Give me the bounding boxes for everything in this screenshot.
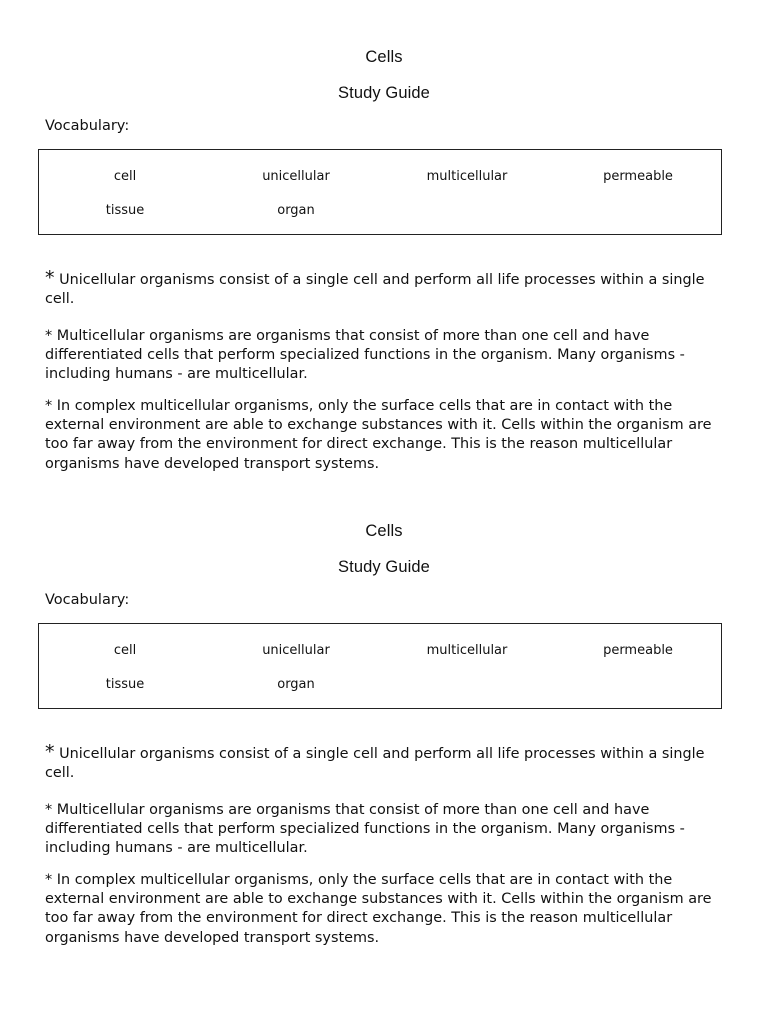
paragraph-text: Multicellular organisms are organisms that consist of more than one cell and have differentiated cells that perform specialized functions in the organism. Many organisms - including humans - are multicellular.	[45, 802, 685, 857]
bullet-asterisk: *	[45, 398, 53, 414]
paragraph-text: Unicellular organisms consist of a single cell and perform all life processes within a single cell.	[45, 272, 705, 308]
vocab-word-organ: organ	[277, 203, 315, 218]
vocabulary-box	[38, 623, 722, 709]
vocabulary-heading: Vocabulary:	[45, 592, 130, 608]
paragraph-text: In complex multicellular organisms, only the surface cells that are in contact with the external environment are able to exchange substances with it. Cells within the organism are too far away from the environment for direct exchange. This is the reason multicellular organisms have developed transport systems.	[45, 872, 712, 946]
vocab-word-permeable: permeable	[603, 169, 673, 184]
guide-title: Cells	[365, 48, 403, 66]
bullet-asterisk: *	[45, 328, 53, 344]
paragraph-multicellular	[45, 801, 721, 859]
vocab-word-cell: cell	[113, 169, 137, 184]
study-guide-1	[0, 0, 768, 475]
vocab-word-multicellular: multicellular	[426, 169, 508, 184]
vocab-word-tissue: tissue	[105, 203, 145, 218]
vocabulary-heading: Vocabulary:	[45, 118, 130, 134]
paragraph-transport-systems	[45, 871, 721, 948]
bullet-asterisk: *	[45, 741, 55, 763]
paragraph-unicellular	[45, 267, 721, 309]
paragraph-transport-systems	[45, 397, 721, 474]
vocab-word-unicellular: unicellular	[262, 169, 330, 184]
vocab-word-unicellular: unicellular	[262, 643, 330, 658]
paragraph-unicellular	[45, 741, 721, 783]
paragraph-multicellular	[45, 327, 721, 385]
paragraph-text: In complex multicellular organisms, only the surface cells that are in contact with the external environment are able to exchange substances with it. Cells within the organism are too far away from the environment for direct exchange. This is the reason multicellular organisms have developed transport systems.	[45, 398, 712, 472]
vocab-word-permeable: permeable	[603, 643, 673, 658]
vocabulary-box	[38, 149, 722, 235]
paragraph-text: Unicellular organisms consist of a single cell and perform all life processes within a single cell.	[45, 746, 705, 782]
vocab-word-organ: organ	[277, 677, 315, 692]
bullet-asterisk: *	[45, 872, 53, 888]
guide-subtitle: Study Guide	[338, 558, 430, 576]
guide-title: Cells	[365, 522, 403, 540]
vocab-word-tissue: tissue	[105, 677, 145, 692]
vocab-word-cell: cell	[113, 643, 137, 658]
paragraph-text: Multicellular organisms are organisms that consist of more than one cell and have differentiated cells that perform specialized functions in the organism. Many organisms - including humans - are multicellular.	[45, 328, 685, 383]
bullet-asterisk: *	[45, 802, 53, 818]
guide-subtitle: Study Guide	[338, 84, 430, 102]
bullet-asterisk: *	[45, 267, 55, 289]
vocab-word-multicellular: multicellular	[426, 643, 508, 658]
study-guide-2	[0, 474, 768, 949]
